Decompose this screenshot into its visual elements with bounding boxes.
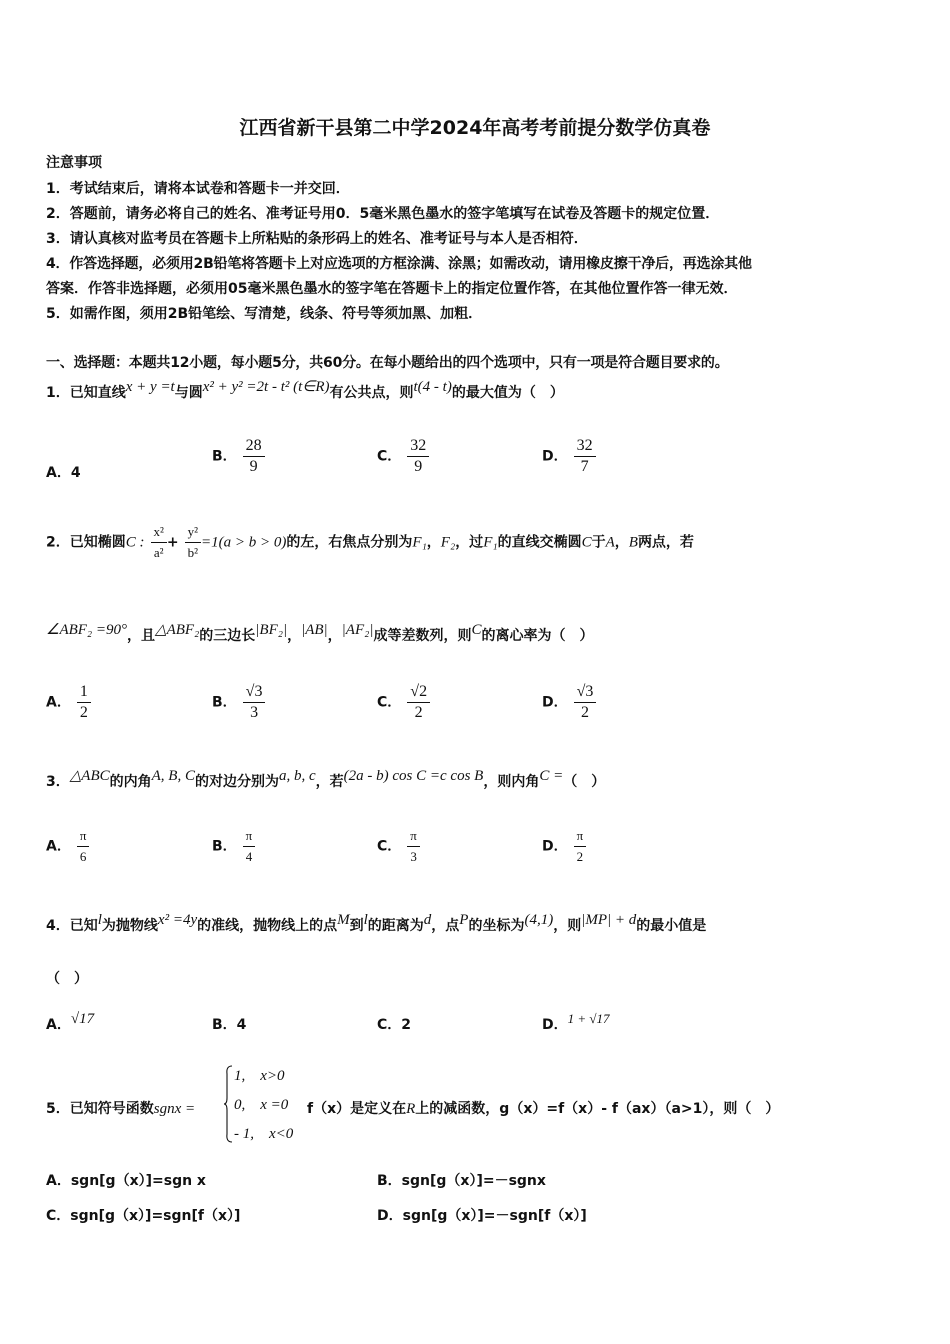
note-1: 1．考试结束后，请将本试卷和答题卡一并交回．: [46, 181, 350, 197]
q1-expr: t(4 - t): [413, 379, 452, 395]
q3-option-b[interactable]: B． $\frac{\pi}{4}$: [212, 826, 255, 867]
q4-option-c[interactable]: C．2: [377, 1017, 412, 1033]
note-5: 5．如需作图，须用2B铅笔绘、写清楚，线条、符号等须加黑、加粗．: [46, 306, 483, 322]
q5-option-b[interactable]: B．sgn[g（x）]=－sgnx: [377, 1173, 546, 1189]
q1-circle-eq: x² + y² =2t - t² (t∈R): [202, 379, 330, 395]
q1-option-b[interactable]: B． $\frac{28}{9}$: [212, 436, 265, 477]
q4-option-b[interactable]: B．4: [212, 1017, 247, 1033]
question-4-paren: （ ）: [46, 971, 88, 987]
question-1: 1．已知直线x + y =t与圆x² + y² =2t - t² (t∈R)有公共点，则t(4 - t)的最大值为（ ）: [46, 379, 564, 401]
question-2-cont: ∠ABF₂ =90°，且△ABF₂的三边长|BF₂|，|AB|，|AF₂|成等差数列，则C的离心率为（ ）: [46, 622, 594, 644]
q4-option-d[interactable]: D．1 + √17: [542, 1011, 610, 1033]
q2-option-b[interactable]: B． $\frac{√3}{3}$: [212, 682, 265, 723]
q1-option-c[interactable]: C． $\frac{32}{9}$: [377, 436, 429, 477]
note-4: 4．作答选择题，必须用2B铅笔将答题卡上对应选项的方框涂满、涂黑；如需改动，请用橡皮擦干净后，再选涂其他: [46, 256, 752, 272]
q2-option-c[interactable]: C． $\frac{√2}{2}$: [377, 682, 430, 723]
question-5-intro: 5．已知符号函数sgnx =: [46, 1101, 196, 1117]
note-4-cont: 答案．作答非选择题，必须用05毫米黑色墨水的签字笔在答题卡上的指定位置作答，在其他位置作答一律无效．: [46, 281, 738, 297]
section-header: 一、选择题：本题共12小题，每小题5分，共60分。在每小题给出的四个选项中，只有一项是符合题目要求的。: [46, 355, 729, 371]
q5-option-c[interactable]: C．sgn[g（x）]=sgn[f（x）]: [46, 1208, 241, 1224]
q1-option-d[interactable]: D． $\frac{32}{7}$: [542, 436, 596, 477]
q2-option-d[interactable]: D． $\frac{√3}{2}$: [542, 682, 596, 723]
q5-option-d[interactable]: D．sgn[g（x）]=－sgn[f（x）]: [377, 1208, 587, 1224]
question-4: 4．已知l为抛物线x² =4y的准线，抛物线上的点M到l的距离为d，点P的坐标为(4,1)，则|MP| + d的最小值是: [46, 912, 707, 934]
case-negative: - 1, x<0: [234, 1126, 294, 1142]
case-positive: 1, x>0: [234, 1068, 285, 1084]
q3-option-c[interactable]: C． $\frac{\pi}{3}$: [377, 826, 420, 867]
question-2: 2．已知椭圆C : $\frac{\text{x²}}{\text{a²}}$ + $\frac{\text{y²}}{\text{b²}}$ =1(a > b > 0)的左，右焦点分别为F₁，F₂，过F₁的直线交椭圆C于A，B两点，若: [46, 524, 694, 560]
case-zero: 0, x =0: [234, 1097, 289, 1113]
notes-title: 注意事项: [46, 155, 102, 171]
q3-option-d[interactable]: D． $\frac{\pi}{2}$: [542, 826, 586, 867]
q4-option-a[interactable]: A．√17: [46, 1011, 95, 1033]
q2-option-a[interactable]: A． $\frac{1}{2}$: [46, 682, 91, 723]
question-5-rest: f（x）是定义在R上的减函数，g（x）=f（x）- f（ax）（a>1），则（ ）: [307, 1101, 780, 1117]
note-2: 2．答题前，请务必将自己的姓名、准考证号用0．5毫米黑色墨水的签字笔填写在试卷及答题卡的规定位置．: [46, 206, 720, 222]
q1-option-a[interactable]: A．4: [46, 465, 81, 481]
q1-line-eq: x + y =t: [125, 379, 175, 395]
q5-option-a[interactable]: A．sgn[g（x）]=sgn x: [46, 1173, 206, 1189]
question-3: 3．△ABC的内角A, B, C的对边分别为a, b, c，若(2a - b) cos C =c cos B，则内角C =（ ）: [46, 768, 606, 790]
note-3: 3．请认真核对监考员在答题卡上所粘贴的条形码上的姓名、准考证号与本人是否相符．: [46, 231, 588, 247]
q3-option-a[interactable]: A． $\frac{\pi}{6}$: [46, 826, 89, 867]
piecewise-brace: [223, 1064, 233, 1144]
page-title: 江西省新干县第二中学2024年高考考前提分数学仿真卷: [239, 117, 711, 139]
